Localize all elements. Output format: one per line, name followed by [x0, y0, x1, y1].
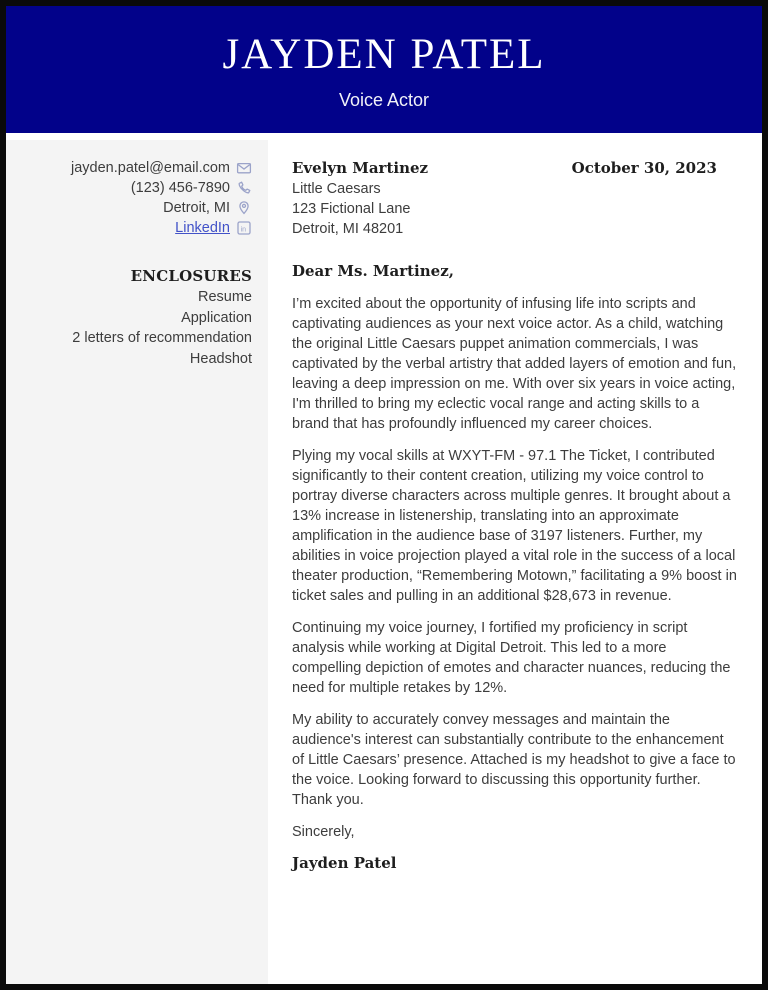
header-divider [6, 133, 762, 140]
contact-email-row [16, 158, 252, 178]
body-paragraph-1: I’m excited about the opportunity of infusing life into scripts and captivating audiences as your next voice actor. As a child, watching the original Little Caesars puppet animation commercials, I was captivated by the verbal artistry that added layers of emotion and fun, leaving a deep impression on me. With over six years in voice acting, I'm thrilled to bring my eclectic vocal range and acting skills to a brand that has profoundly influenced my career choices. [292, 296, 737, 432]
contact-phone-row [16, 178, 252, 198]
letter-content [268, 140, 762, 984]
phone-text: (123) 456-7890 [130, 180, 230, 196]
body-paragraph-2: Plying my vocal skills at WXYT-FM - 97.1 The Ticket, I contributed significantly to their content creation, utilizing my voice control to portray diverse characters across multiple genres. It brought about a 13% increase in listenership, translating into an approximate amplification in the audience base of 3197 listeners. Further, my abilities in voice projection played a vital role in the success of a local theater production, “Remembering Motown,” facilitating a 9% boost in ticket sales and pulling in an additional $28,673 in revenue. [292, 448, 737, 604]
enclosures-section [16, 266, 252, 369]
enclosure-item-recommendation: 2 letters of recommendation [72, 330, 252, 346]
svg-text:in: in [240, 226, 247, 234]
body-paragraph-3: Continuing my voice journey, I fortified my proficiency in script analysis while working at Digital Detroit. This led to a more compelling depiction of emotes and character nuances, reducing the need for multiple retakes by 12%. [292, 620, 731, 696]
closing: Sincerely, [292, 824, 355, 840]
linkedin-link[interactable]: LinkedIn [175, 220, 230, 236]
recipient-city: Detroit, MI 48201 [292, 221, 404, 237]
contact-location-row [16, 198, 252, 218]
enclosure-item-resume: Resume [198, 289, 252, 305]
recipient-block [292, 158, 428, 239]
candidate-job-title: Voice Actor [338, 89, 430, 110]
body-paragraph-4: My ability to accurately convey messages and maintain the audience's interest can substantially contribute to the enhancement of Little Caesars’ presence. Attached is my headshot to give a face to the voice. Looking forward to discussing this opportunity further. Thank you. [292, 712, 736, 808]
envelope-icon [236, 160, 252, 176]
contact-linkedin-row [16, 218, 252, 238]
signature-name: Jayden Patel [292, 854, 397, 872]
letter-header [6, 6, 762, 133]
salutation: Dear Ms. Martinez, [292, 262, 454, 280]
location-pin-icon [236, 200, 252, 216]
email-text: jayden.patel@email.com [71, 160, 230, 176]
enclosure-item-application: Application [181, 309, 252, 326]
candidate-name: JAYDEN PATEL [222, 30, 546, 78]
phone-icon [236, 180, 252, 196]
location-text: Detroit, MI [163, 200, 230, 216]
recipient-street: 123 Fictional Lane [292, 201, 411, 217]
recipient-company: Little Caesars [292, 181, 381, 197]
sidebar [6, 140, 268, 984]
enclosure-item-headshot: Headshot [189, 350, 252, 367]
linkedin-icon [236, 220, 252, 236]
recipient-date-row [292, 158, 737, 261]
recipient-name: Evelyn Martinez [292, 159, 429, 177]
enclosures-heading: ENCLOSURES [130, 267, 252, 285]
letter-date: October 30, 2023 [571, 159, 717, 177]
letter-body-row [6, 140, 762, 984]
